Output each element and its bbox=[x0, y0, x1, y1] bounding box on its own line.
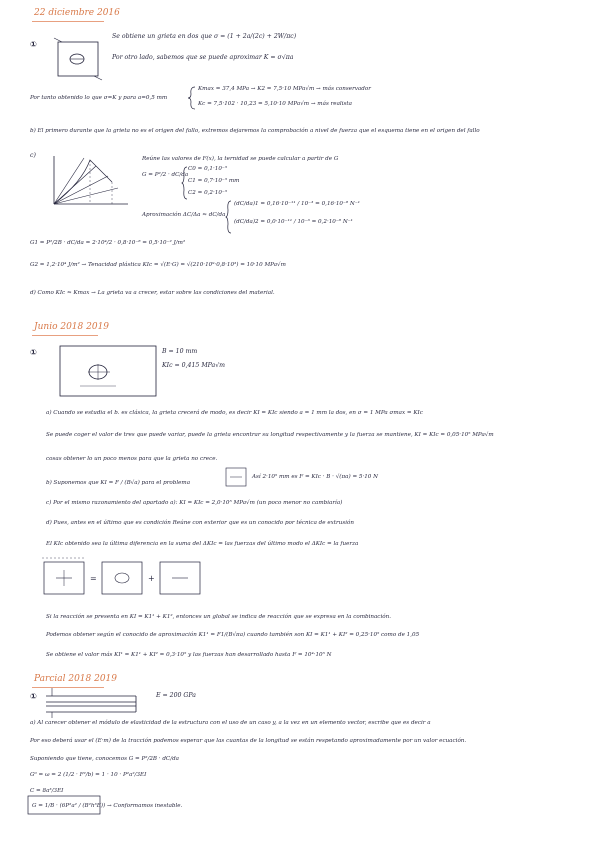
sec2-r4: Aproximación ΔC/Δa ≈ dC/da bbox=[142, 212, 226, 218]
sec3-a3: cosas obtener lo un poco menos para que la grieta no crece. bbox=[46, 456, 218, 462]
sec3-c1: c) Por el mismo razonamiento del apartado a): KI = KIc = 2,0·10⁵ MPa√m (un poco menor no cambiaría) bbox=[46, 500, 343, 506]
sec3-e2: Podemos obtener según el conocido de aproximación K1¹ = F1/(B√πa) cuando también son KI = K1¹ + KI² = 0,25·10⁵ como de 1,05 bbox=[46, 632, 420, 638]
sec2-r4c: (dC/da)2 = 0,0·10⁻¹¹ / 10⁻³ = 0,2·10⁻⁸ N⁻¹ bbox=[234, 219, 353, 225]
sec1-line4: b) El primero durante que la grieta no es el origen del fallo, extremos dejaremos la comprobación a nivel de fuerza que el esquema tiene en el origen del fallo bbox=[30, 128, 480, 134]
sec1-line1: Se obtiene un grieta en dos que σ = (1 + 2a/(2c) + 2W/πc) bbox=[112, 33, 297, 40]
sec3-given-KIc: KIc = 0,415 MPa√m bbox=[162, 362, 226, 369]
sec4-a4: G⁰ = ω = 2 (1/2 · F²/b) = 1 · 10 · P²a²/3EI bbox=[30, 772, 147, 778]
sec2-r7: d) Como KIc ≈ Kmax → La grieta va a crecer, estar sobre las condiciones del material. bbox=[30, 290, 275, 296]
sec2-r6: G2 = 1,2·10⁴ J/m² → Tenacidad plástica KIc = √(E·G) = √(210·10⁹·0,8·10³) = 10·10 MPa√m bbox=[30, 262, 286, 268]
boxed-fraction bbox=[226, 468, 248, 488]
problem-number-2: ① bbox=[30, 348, 37, 357]
svg-text:=: = bbox=[90, 574, 97, 583]
sec3-e3: Se obtiene el valor más KI¹ = K1¹ + KI² = 0,3·10⁵ y las fuerzas han desarrollado hasta F = 10⁴·10⁵ N bbox=[46, 652, 332, 658]
brace bbox=[226, 200, 232, 234]
sec3-b1: b) Suponemos que KI = F / (B√a) para el problema bbox=[46, 480, 191, 486]
sec3-e1: Si la reacción se presenta en KI = K1¹ + K1², entonces un global se indica de reacción que se expresa en la combinación. bbox=[46, 614, 391, 620]
sec2-r2: G = P²/2 · dC/da bbox=[142, 172, 189, 178]
sec4-a1: a) Al carecer obtener el módulo de elasticidad de la estructura con el uso de un caso y, a la vez en un elemento vector, escribe que es decir a bbox=[30, 720, 431, 726]
sec4-E: E = 200 GPa bbox=[156, 692, 196, 699]
sec3-d2: El KIc obtenido sea la última diferencia en la suma del ΔKIc = las fuerzas del último modo el ΔKIc = la fuerza bbox=[46, 541, 359, 547]
compliance-graph bbox=[42, 152, 132, 212]
sec3-b2: Así 2·10⁵ mm es F = KIc · B · √(πa) = 5·10 N bbox=[252, 474, 379, 480]
sec1-line3a: Por tanto obtenido lo que σ=K y para a=0,5 mm bbox=[30, 95, 168, 101]
sec2-r3c: C2 = 0,2·10⁻⁵ bbox=[188, 190, 228, 196]
sec2-r4b: (dC/da)1 = 0,16·10⁻¹¹ / 10⁻³ = 0,16·10⁻⁸ N⁻¹ bbox=[234, 201, 361, 207]
sec1-line3b: Kmax = 37,4 MPa → K2 = 7,5·10 MPa√m → más conservador bbox=[198, 86, 371, 92]
sec1-line3c: Kc = 7,5·102 · 10,23 = 5,10·10 MPa√m → más realista bbox=[198, 101, 352, 107]
superposition-figures bbox=[40, 556, 210, 604]
sec3-d1: d) Pues, antes en el último que es condición Reúne con exterior que es un conocido por técnica de extrusión bbox=[46, 520, 354, 526]
sec2-r1: Reúne las valores de F(x), la ternidad se puede calcular a partir de G bbox=[142, 156, 339, 162]
dcb-specimen-figure bbox=[42, 688, 142, 718]
svg-text:+: + bbox=[148, 574, 155, 583]
section-header-parcial: Parcial 2018 2019 bbox=[34, 674, 118, 684]
brace bbox=[188, 86, 196, 110]
problem-number-1: ① bbox=[30, 40, 37, 49]
sec2-r3a: C0 = 0,1·10⁻⁵ bbox=[188, 166, 228, 172]
header-underline bbox=[32, 21, 104, 22]
plate-with-hole-figure bbox=[44, 30, 104, 80]
section-header-dec-2016: 22 diciembre 2016 bbox=[34, 8, 120, 18]
sec3-a2: Se puede coger el valor de tres que puede variar, puede la grieta encontrar su longitud respectivamente y la fuerza se mantiene, KI = KIc = 0,05·10⁵ MPa√m bbox=[46, 432, 494, 438]
sec4-a5: C = 8a³/3EI bbox=[30, 788, 64, 794]
plate-with-crack-figure bbox=[60, 346, 160, 402]
sec3-given-B: B = 10 mm bbox=[162, 348, 198, 355]
sec1-line2: Por otro lado, sabemos que se puede aproximar K = σ√πa bbox=[112, 54, 294, 61]
section-header-junio: Junio 2018 2019 bbox=[34, 322, 110, 332]
header-underline bbox=[32, 335, 98, 336]
sec4-a2: Por eso deberá usar el (E·m) de la tracción podemos esperar que las cuantas de la longitud se están respetando aproximadamente por un valor ecuación. bbox=[30, 738, 467, 744]
problem-number-3: ① bbox=[30, 692, 37, 701]
sec3-a1: a) Cuando se estudia el b. es clásica, la grieta crecerá de modo, es decir KI = KIc siendo a = 1 mm la dos, en σ = 1 MPa σmax = KIc bbox=[46, 410, 423, 416]
sec2-r3b: C1 = 0,7·10⁻⁵ mm bbox=[188, 178, 240, 184]
sec2-r5: G1 = P²/2B · dC/da = 2·10⁴/2 · 0,8·10⁻⁸ = 0,5·10⁻² J/m² bbox=[30, 240, 186, 246]
sec4-a3: Suponiendo que tiene, conocemos G = P²/2B · dC/da bbox=[30, 756, 180, 762]
sec2-c-label: c) bbox=[30, 152, 36, 159]
sec4-a6: G = 1/B · (6P²a² / (B²h³E)) → Conformamos inestable. bbox=[32, 803, 183, 809]
